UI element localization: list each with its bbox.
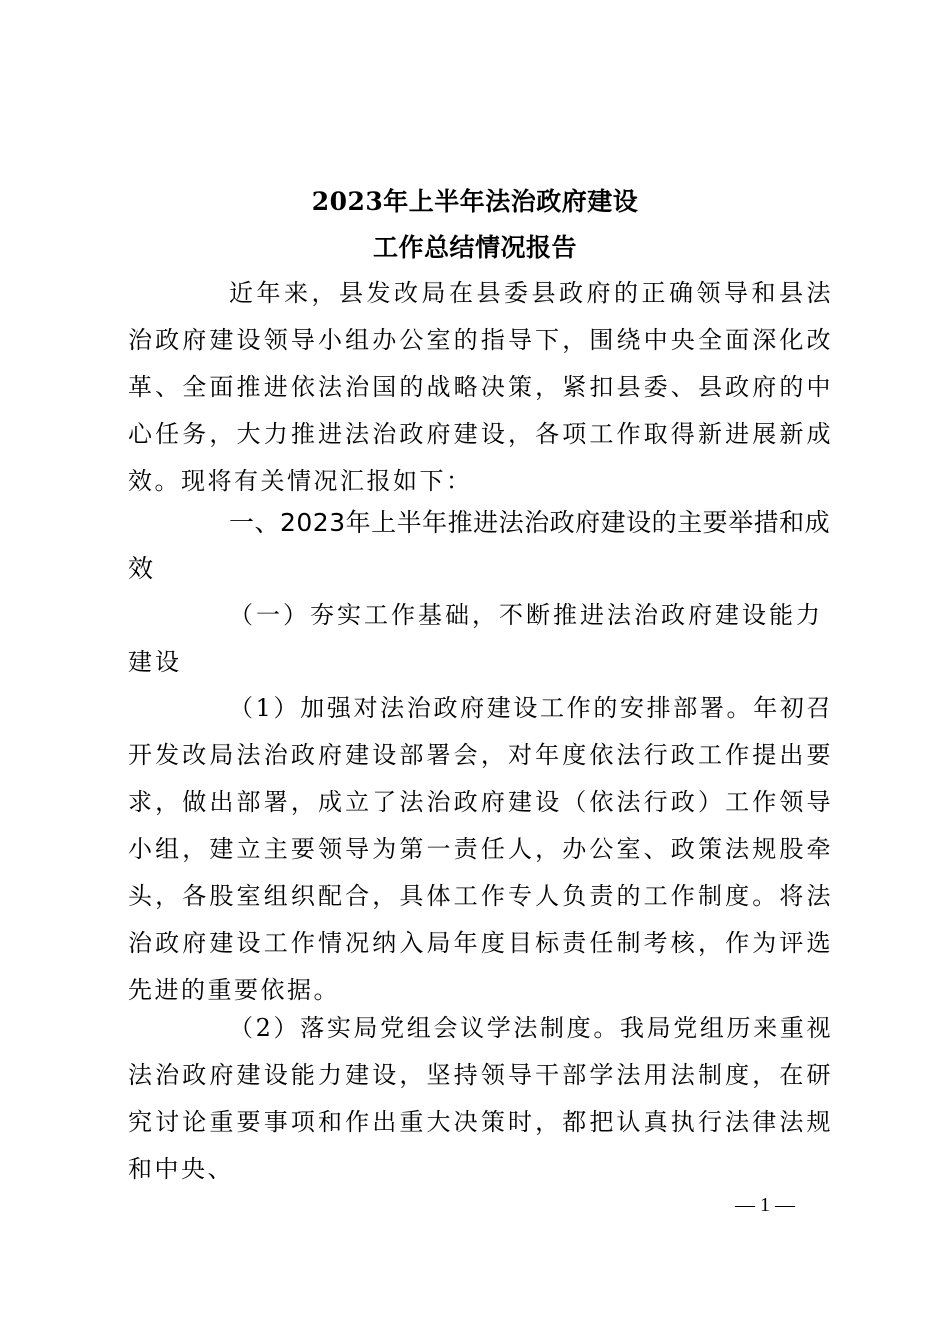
item-2-paragraph: （2）落实局党组会议学法制度。我局党组历来重视法治政府建设能力建设，坚持领导干部学法用法制度，在研究讨论重要事项和作出重大决策时，都把认真执行法律法规和中央、 (128, 1014, 833, 1183)
subsection-1-heading: （一）夯实工作基础，不断推进法治政府建设能力建设 (128, 601, 823, 676)
page-number: — 1 — (735, 1194, 795, 1216)
section-1-heading: 一、2023年上半年推进法治政府建设的主要举措和成效 (128, 508, 831, 583)
document-title-line-2: 工作总结情况报告 (372, 233, 577, 262)
intro-paragraph: 近年来，县发改局在县委县政府的正确领导和县法治政府建设领导小组办公室的指导下，围绕中央全面深化改革、全面推进依法治国的战略决策，紧扣县委、县政府的中心任务，大力推进法治政府建设，各项工作取得新进展新成效。现将有关情况汇报如下： (128, 279, 833, 495)
document-title-line-1: 2023年上半年法治政府建设 (311, 187, 639, 216)
item-1-paragraph: （1）加强对法治政府建设工作的安排部署。年初召开发改局法治政府建设部署会，对年度依法行政工作提出要求，做出部署，成立了法治政府建设（依法行政）工作领导小组，建立主要领导为第一责任人，办公室、政策法规股牵头，各股室组织配合，具体工作专人负责的工作制度。将法治政府建设工作情况纳入局年度目标责任制考核，作为评选先进的重要依据。 (128, 694, 833, 1004)
